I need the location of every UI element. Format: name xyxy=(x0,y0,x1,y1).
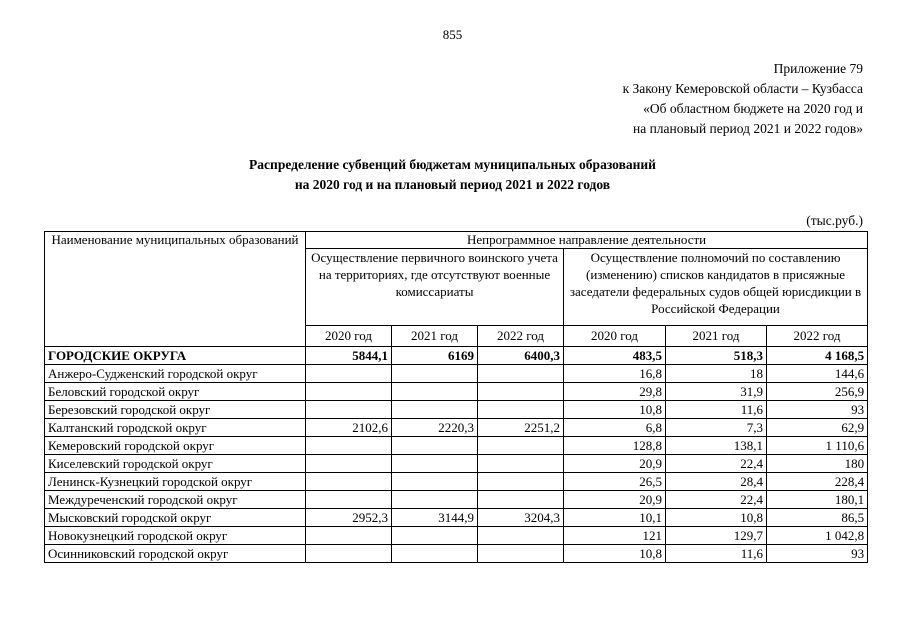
value-cell xyxy=(306,365,392,383)
value-cell: 22,4 xyxy=(666,455,767,473)
value-cell: 16,8 xyxy=(564,365,666,383)
value-cell xyxy=(392,365,478,383)
value-cell xyxy=(478,437,564,455)
value-cell xyxy=(392,473,478,491)
value-cell xyxy=(306,401,392,419)
value-cell: 20,9 xyxy=(564,455,666,473)
value-cell xyxy=(392,527,478,545)
value-cell: 6400,3 xyxy=(478,347,564,365)
value-cell: 1 110,6 xyxy=(767,437,868,455)
table-row xyxy=(45,545,868,563)
value-cell: 10,8 xyxy=(666,509,767,527)
table-row xyxy=(45,509,868,527)
value-cell: 180,1 xyxy=(767,491,868,509)
header-year: 2022 год xyxy=(478,326,564,347)
table-row xyxy=(45,419,868,437)
value-cell xyxy=(306,383,392,401)
appendix-line: на плановый период 2021 и 2022 годов» xyxy=(632,121,863,136)
municipality-name-cell: Березовский городской округ xyxy=(45,401,306,419)
table-body xyxy=(45,347,868,563)
municipality-name-cell: Беловский городской округ xyxy=(45,383,306,401)
title-line: Распределение субвенций бюджетам муниципальных образований xyxy=(249,157,656,172)
value-cell: 18 xyxy=(666,365,767,383)
value-cell: 129,7 xyxy=(666,527,767,545)
value-cell xyxy=(306,455,392,473)
value-cell: 11,6 xyxy=(666,545,767,563)
value-cell xyxy=(306,491,392,509)
value-cell: 4 168,5 xyxy=(767,347,868,365)
subvention-table xyxy=(44,231,868,563)
header-year: 2020 год xyxy=(564,326,666,347)
municipality-name-cell: Калтанский городской округ xyxy=(45,419,306,437)
units-label: (тыс.руб.) xyxy=(806,213,863,228)
value-cell: 6169 xyxy=(392,347,478,365)
value-cell: 5844,1 xyxy=(306,347,392,365)
page-number: 855 xyxy=(442,27,463,42)
municipality-name-cell: Киселевский городской округ xyxy=(45,455,306,473)
header-name-column: Наименование муниципальных образований xyxy=(45,232,306,347)
value-cell: 121 xyxy=(564,527,666,545)
value-cell xyxy=(306,473,392,491)
value-cell: 1 042,8 xyxy=(767,527,868,545)
value-cell: 483,5 xyxy=(564,347,666,365)
value-cell xyxy=(306,545,392,563)
header-jury-lists: Осуществление полномочий по составлению (изменению) списков кандидатов в присяжные заседатели федеральных судов общей юрисдикции в Российской Федерации xyxy=(564,249,868,326)
header-military-registration: Осуществление первичного воинского учета на территориях, где отсутствуют военные комиссариаты xyxy=(306,249,564,326)
appendix-line: «Об областном бюджете на 2020 год и xyxy=(643,101,863,116)
value-cell xyxy=(392,383,478,401)
value-cell: 28,4 xyxy=(666,473,767,491)
value-cell xyxy=(478,365,564,383)
value-cell: 26,5 xyxy=(564,473,666,491)
value-cell: 144,6 xyxy=(767,365,868,383)
value-cell xyxy=(392,545,478,563)
value-cell: 128,8 xyxy=(564,437,666,455)
municipality-name-cell: Кемеровский городской округ xyxy=(45,437,306,455)
header-year: 2020 год xyxy=(306,326,392,347)
value-cell: 3204,3 xyxy=(478,509,564,527)
value-cell: 7,3 xyxy=(666,419,767,437)
value-cell: 62,9 xyxy=(767,419,868,437)
value-cell: 2251,2 xyxy=(478,419,564,437)
value-cell: 180 xyxy=(767,455,868,473)
value-cell: 11,6 xyxy=(666,401,767,419)
value-cell: 93 xyxy=(767,401,868,419)
value-cell: 2102,6 xyxy=(306,419,392,437)
value-cell xyxy=(306,527,392,545)
header-group: Непрограммное направление деятельности xyxy=(306,232,868,249)
value-cell xyxy=(392,455,478,473)
table-row xyxy=(45,455,868,473)
value-cell: 228,4 xyxy=(767,473,868,491)
value-cell xyxy=(478,383,564,401)
value-cell: 2952,3 xyxy=(306,509,392,527)
municipality-name-cell: Ленинск-Кузнецкий городской округ xyxy=(45,473,306,491)
value-cell: 86,5 xyxy=(767,509,868,527)
header-year: 2022 год xyxy=(767,326,868,347)
header-year: 2021 год xyxy=(666,326,767,347)
municipality-name-cell: Мысковский городской округ xyxy=(45,509,306,527)
table-row xyxy=(45,437,868,455)
municipality-name-cell: Междуреченский городской округ xyxy=(45,491,306,509)
municipality-name-cell: Осинниковский городской округ xyxy=(45,545,306,563)
value-cell: 10,8 xyxy=(564,545,666,563)
table-row xyxy=(45,473,868,491)
document-title xyxy=(0,155,905,195)
table-row xyxy=(45,365,868,383)
value-cell: 6,8 xyxy=(564,419,666,437)
value-cell xyxy=(392,491,478,509)
value-cell: 31,9 xyxy=(666,383,767,401)
value-cell: 2220,3 xyxy=(392,419,478,437)
value-cell: 138,1 xyxy=(666,437,767,455)
value-cell: 29,8 xyxy=(564,383,666,401)
value-cell xyxy=(478,455,564,473)
value-cell xyxy=(478,473,564,491)
appendix-note xyxy=(623,59,863,139)
table-total-row xyxy=(45,347,868,365)
value-cell: 3144,9 xyxy=(392,509,478,527)
value-cell: 256,9 xyxy=(767,383,868,401)
table-row xyxy=(45,527,868,545)
value-cell xyxy=(478,401,564,419)
value-cell: 10,1 xyxy=(564,509,666,527)
table-row xyxy=(45,491,868,509)
appendix-line: Приложение 79 xyxy=(773,61,863,76)
value-cell xyxy=(392,401,478,419)
value-cell: 20,9 xyxy=(564,491,666,509)
value-cell xyxy=(478,491,564,509)
value-cell xyxy=(478,545,564,563)
appendix-line: к Закону Кемеровской области – Кузбасса xyxy=(622,81,863,96)
table-row xyxy=(45,401,868,419)
value-cell xyxy=(306,437,392,455)
municipality-name-cell: ГОРОДСКИЕ ОКРУГА xyxy=(45,347,306,365)
value-cell: 22,4 xyxy=(666,491,767,509)
header-year: 2021 год xyxy=(392,326,478,347)
table-row xyxy=(45,383,868,401)
value-cell: 10,8 xyxy=(564,401,666,419)
municipality-name-cell: Новокузнецкий городской округ xyxy=(45,527,306,545)
value-cell: 93 xyxy=(767,545,868,563)
title-line: на 2020 год и на плановый период 2021 и 2022 годов xyxy=(294,177,611,192)
value-cell: 518,3 xyxy=(666,347,767,365)
value-cell xyxy=(392,437,478,455)
municipality-name-cell: Анжеро-Судженский городской округ xyxy=(45,365,306,383)
value-cell xyxy=(478,527,564,545)
